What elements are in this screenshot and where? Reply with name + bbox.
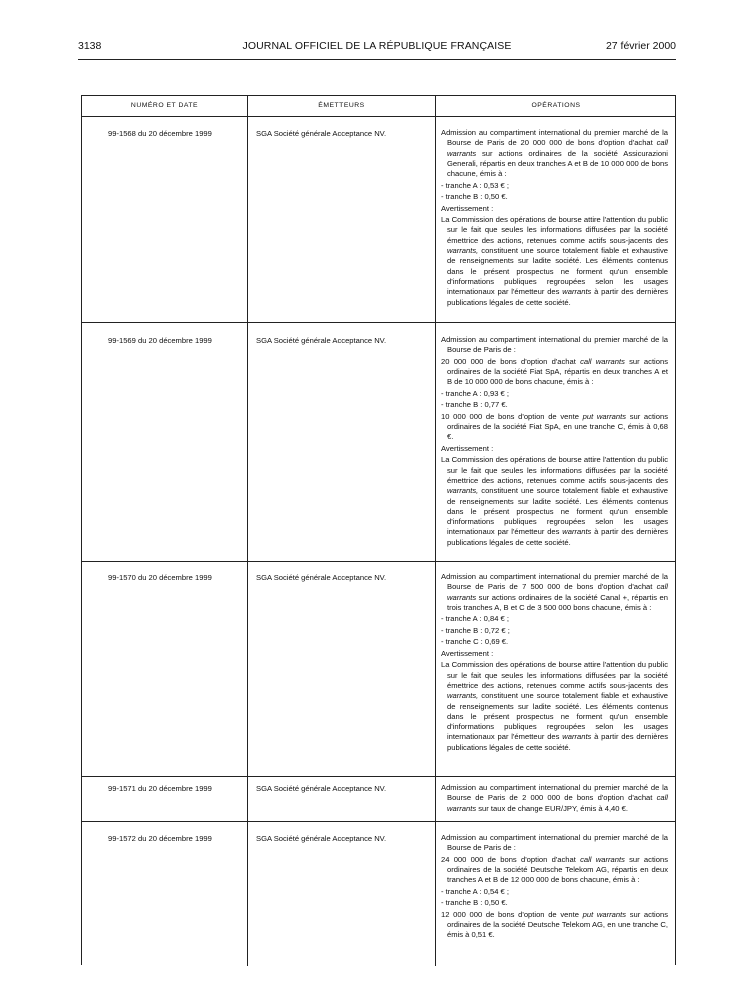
issuer-name: SGA Société générale Acceptance NV. [256, 336, 387, 345]
header-rule [78, 59, 676, 60]
operation-paragraph: 24 000 000 de bons d'option d'achat call warrants sur actions ordinaires de la société Deutsche Telekom AG, répartis en deux tranches A et B de 12 000 000 de bons chacune, émis à : [441, 854, 668, 885]
operation-paragraph: - tranche B : 0,50 €. [441, 192, 508, 202]
row-divider [82, 821, 675, 822]
row-divider [82, 322, 675, 323]
operation-paragraph: - tranche C : 0,69 €. [441, 637, 509, 647]
operation-paragraph: 10 000 000 de bons d'option de vente put warrants sur actions ordinaires de la société Fiat SpA, en une tranche C, émis à 0,68 €. [441, 411, 668, 442]
issuer-name: SGA Société générale Acceptance NV. [256, 129, 387, 138]
journal-title: JOURNAL OFFICIEL DE LA RÉPUBLIQUE FRANÇAISE [242, 40, 512, 52]
decision-number: 99-1570 du 20 décembre 1999 [108, 573, 212, 582]
issuer-name: SGA Société générale Acceptance NV. [256, 573, 387, 582]
operation-paragraph: - tranche A : 0,93 € ; [441, 388, 509, 398]
operation-paragraph: - tranche B : 0,77 €. [441, 400, 508, 410]
operation-paragraph: La Commission des opérations de bourse attire l'attention du public sur le fait que seules les informations diffusées par la société émettrice des actions, retenues comme actifs sous-jacents des warrants, constituent une source totalement fiable et exhaustive de renseignements sur ladite société. Les éléments contenus dans le présent prospectus ne forment qu'un ensemble d'informations publiques regroupées selon les usages internationaux par l'émetteur des warrants à partir des dernières publications légales de cette société. [441, 660, 668, 752]
operation-paragraph: - tranche A : 0,53 € ; [441, 180, 509, 190]
operations-table [81, 95, 676, 965]
operation-description [441, 783, 668, 815]
decision-number: 99-1568 du 20 décembre 1999 [108, 129, 212, 138]
decision-number: 99-1572 du 20 décembre 1999 [108, 834, 212, 843]
operation-paragraph: Admission au compartiment international du premier marché de la Bourse de Paris de 20 000 000 de bons d'option d'achat call warrants sur actions ordinaires de la société Assicurazioni Generali, répartis en deux tranches A et B de 10 000 000 de bons chacune, émis à : [441, 128, 668, 179]
operation-paragraph: - tranche B : 0,72 € ; [441, 625, 510, 635]
operation-description [441, 833, 668, 942]
operation-paragraph: Admission au compartiment international du premier marché de la Bourse de Paris de 7 500 000 de bons d'option d'achat call warrants sur actions ordinaires de la société Canal +, répartis en trois tranches A, B et C de 3 500 000 bons chacune, émis à : [441, 572, 668, 612]
operation-paragraph: - tranche B : 0,50 €. [441, 898, 508, 908]
row-divider [82, 561, 675, 562]
header-divider [82, 116, 675, 117]
column-header-operations: OPÉRATIONS [531, 102, 581, 109]
operation-paragraph: Admission au compartiment international du premier marché de la Bourse de Paris de : [441, 335, 668, 355]
operation-paragraph: - tranche A : 0,84 € ; [441, 614, 509, 624]
column-header-numero: NUMÉRO ET DATE [130, 102, 199, 109]
operation-paragraph: Admission au compartiment international du premier marché de la Bourse de Paris de : [441, 833, 668, 853]
column-divider [247, 96, 248, 966]
operation-paragraph: La Commission des opérations de bourse attire l'attention du public sur le fait que seules les informations diffusées par la société émettrice des actions, retenues comme actifs sous-jacents des warrants, constituent une source totalement fiable et exhaustive de renseignements sur ladite société. Les éléments contenus dans le présent prospectus ne forment qu'un ensemble d'informations publiques regroupées selon les usages internationaux par l'émetteur des warrants à partir des dernières publications légales de cette société. [441, 455, 668, 547]
operation-paragraph: 20 000 000 de bons d'option d'achat call warrants sur actions ordinaires de la société Fiat SpA, répartis en deux tranches A et B de 10 000 000 de bons chacune, émis à : [441, 356, 668, 387]
operation-paragraph: Avertissement : [441, 648, 494, 658]
operation-paragraph: Avertissement : [441, 203, 494, 213]
operation-paragraph: La Commission des opérations de bourse attire l'attention du public sur le fait que seules les informations diffusées par la société émettrice des actions, retenues comme actifs sous-jacents des warrants, constituent une source totalement fiable et exhaustive de renseignements sur ladite société. Les éléments contenus dans le présent prospectus ne forment qu'un ensemble d'informations publiques regroupées selon les usages internationaux par l'émetteur des warrants à partir des dernières publications légales de cette société. [441, 215, 668, 307]
operation-paragraph: - tranche A : 0,54 € ; [441, 886, 509, 896]
page-number: 3138 [78, 40, 102, 52]
operation-description [441, 572, 668, 754]
issuer-name: SGA Société générale Acceptance NV. [256, 784, 387, 793]
column-header-emetteurs: ÉMETTEURS [318, 102, 365, 109]
row-divider [82, 776, 675, 777]
decision-number: 99-1571 du 20 décembre 1999 [108, 784, 212, 793]
issue-date: 27 février 2000 [605, 40, 676, 52]
operation-description [441, 335, 668, 549]
decision-number: 99-1569 du 20 décembre 1999 [108, 336, 212, 345]
operation-paragraph: Admission au compartiment international du premier marché de la Bourse de Paris de 2 000 000 de bons d'option d'achat call warrants sur taux de change EUR/JPY, émis à 4,40 €. [441, 783, 668, 813]
issuer-name: SGA Société générale Acceptance NV. [256, 834, 387, 843]
operation-paragraph: Avertissement : [441, 443, 494, 453]
operation-description [441, 128, 668, 309]
column-divider [435, 96, 436, 966]
page-header [78, 40, 676, 56]
operation-paragraph: 12 000 000 de bons d'option de vente put warrants sur actions ordinaires de la société Deutsche Telekom AG, en une tranche C, émis à 0,51 €. [441, 909, 668, 940]
